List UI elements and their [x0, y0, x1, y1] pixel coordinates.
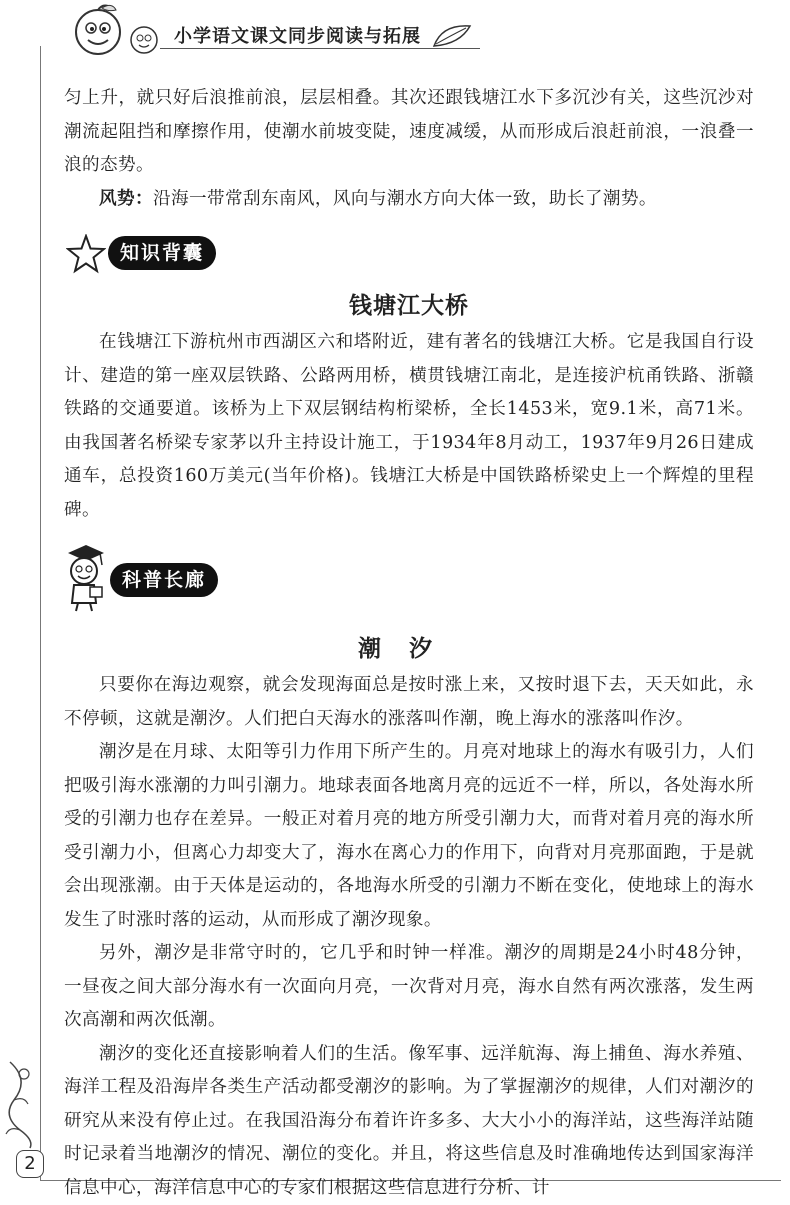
page-content [64, 82, 754, 1205]
wind-text: 沿海一带常刮东南风，风向与潮水方向大体一致，助长了潮势。 [153, 189, 657, 209]
wind-paragraph [64, 183, 754, 217]
star-icon [66, 234, 106, 274]
vine-decoration-icon [0, 1060, 60, 1150]
page-header [40, 0, 480, 64]
series-title: 小学语文课文同步阅读与拓展 [174, 22, 421, 48]
scholar-mascot-icon [60, 541, 106, 613]
fruit-mascot-logo [68, 2, 172, 58]
tide-title: 潮汐 [64, 629, 754, 669]
knowledge-section-header [64, 224, 754, 284]
science-badge: 科普长廊 [110, 563, 218, 597]
page-number: 2 [16, 1150, 44, 1178]
wind-term: 风势： [99, 189, 153, 209]
knowledge-badge: 知识背囊 [108, 236, 216, 270]
header-rule [160, 48, 480, 49]
tide-paragraph-4: 潮汐的变化还直接影响着人们的生活。像军事、远洋航海、海上捕鱼、海水养殖、海洋工程及沿海岸各类生产活动都受潮汐的影响。为了掌握潮汐的规律，人们对潮汐的研究从来没有停止过。在我国沿海分布着许许多多、大大小小的海洋站，这些海洋站随时记录着当地潮汐的情况、潮位的变化。并且，将这些信息及时准确地传达到国家海洋信息中心，海洋信息中心的专家们根据这些信息进行分析、计 [64, 1038, 754, 1205]
leaf-icon [432, 22, 472, 50]
tide-paragraph-1: 只要你在海边观察，就会发现海面总是按时涨上来，又按时退下去，天天如此，永不停顿，这就是潮汐。人们把白天海水的涨落叫作潮，晚上海水的涨落叫作汐。 [64, 669, 754, 736]
bridge-title: 钱塘江大桥 [64, 286, 754, 326]
tide-paragraph-2: 潮汐是在月球、太阳等引力作用下所产生的。月亮对地球上的海水有吸引力，人们把吸引海水涨潮的力叫引潮力。地球表面各地离月亮的远近不一样，所以，各处海水所受的引潮力也存在差异。一般正对着月亮的地方所受引潮力大，而背对着月亮的海水所受引潮力小，但离心力却变大了，海水在离心力的作用下，向背对月亮那面跑，于是就会出现涨潮。由于天体是运动的，各地海水所受的引潮力不断在变化，使地球上的海水发生了时涨时落的运动，从而形成了潮汐现象。 [64, 736, 754, 937]
intro-paragraph: 匀上升，就只好后浪推前浪，层层相叠。其次还跟钱塘江水下多沉沙有关，这些沉沙对潮流起阻挡和摩擦作用，使潮水前坡变陡，速度减缓，从而形成后浪赶前浪，一浪叠一浪的态势。 [64, 82, 754, 183]
tide-paragraph-3: 另外，潮汐是非常守时的，它几乎和时钟一样准。潮汐的周期是24小时48分钟，一昼夜之间大部分海水有一次面向月亮，一次背对月亮，海水自然有两次涨落，发生两次高潮和两次低潮。 [64, 937, 754, 1038]
science-section-header [64, 541, 754, 619]
bridge-paragraph: 在钱塘江下游杭州市西湖区六和塔附近，建有著名的钱塘江大桥。它是我国自行设计、建造的第一座双层铁路、公路两用桥，横贯钱塘江南北，是连接沪杭甬铁路、浙赣铁路的交通要道。该桥为上下双层钢结构桁梁桥，全长1453米，宽9.1米，高71米。由我国著名桥梁专家茅以升主持设计施工，于1934年8月动工，1937年9月26日建成通车，总投资160万美元(当年价格)。钱塘江大桥是中国铁路桥梁史上一个辉煌的里程碑。 [64, 326, 754, 527]
